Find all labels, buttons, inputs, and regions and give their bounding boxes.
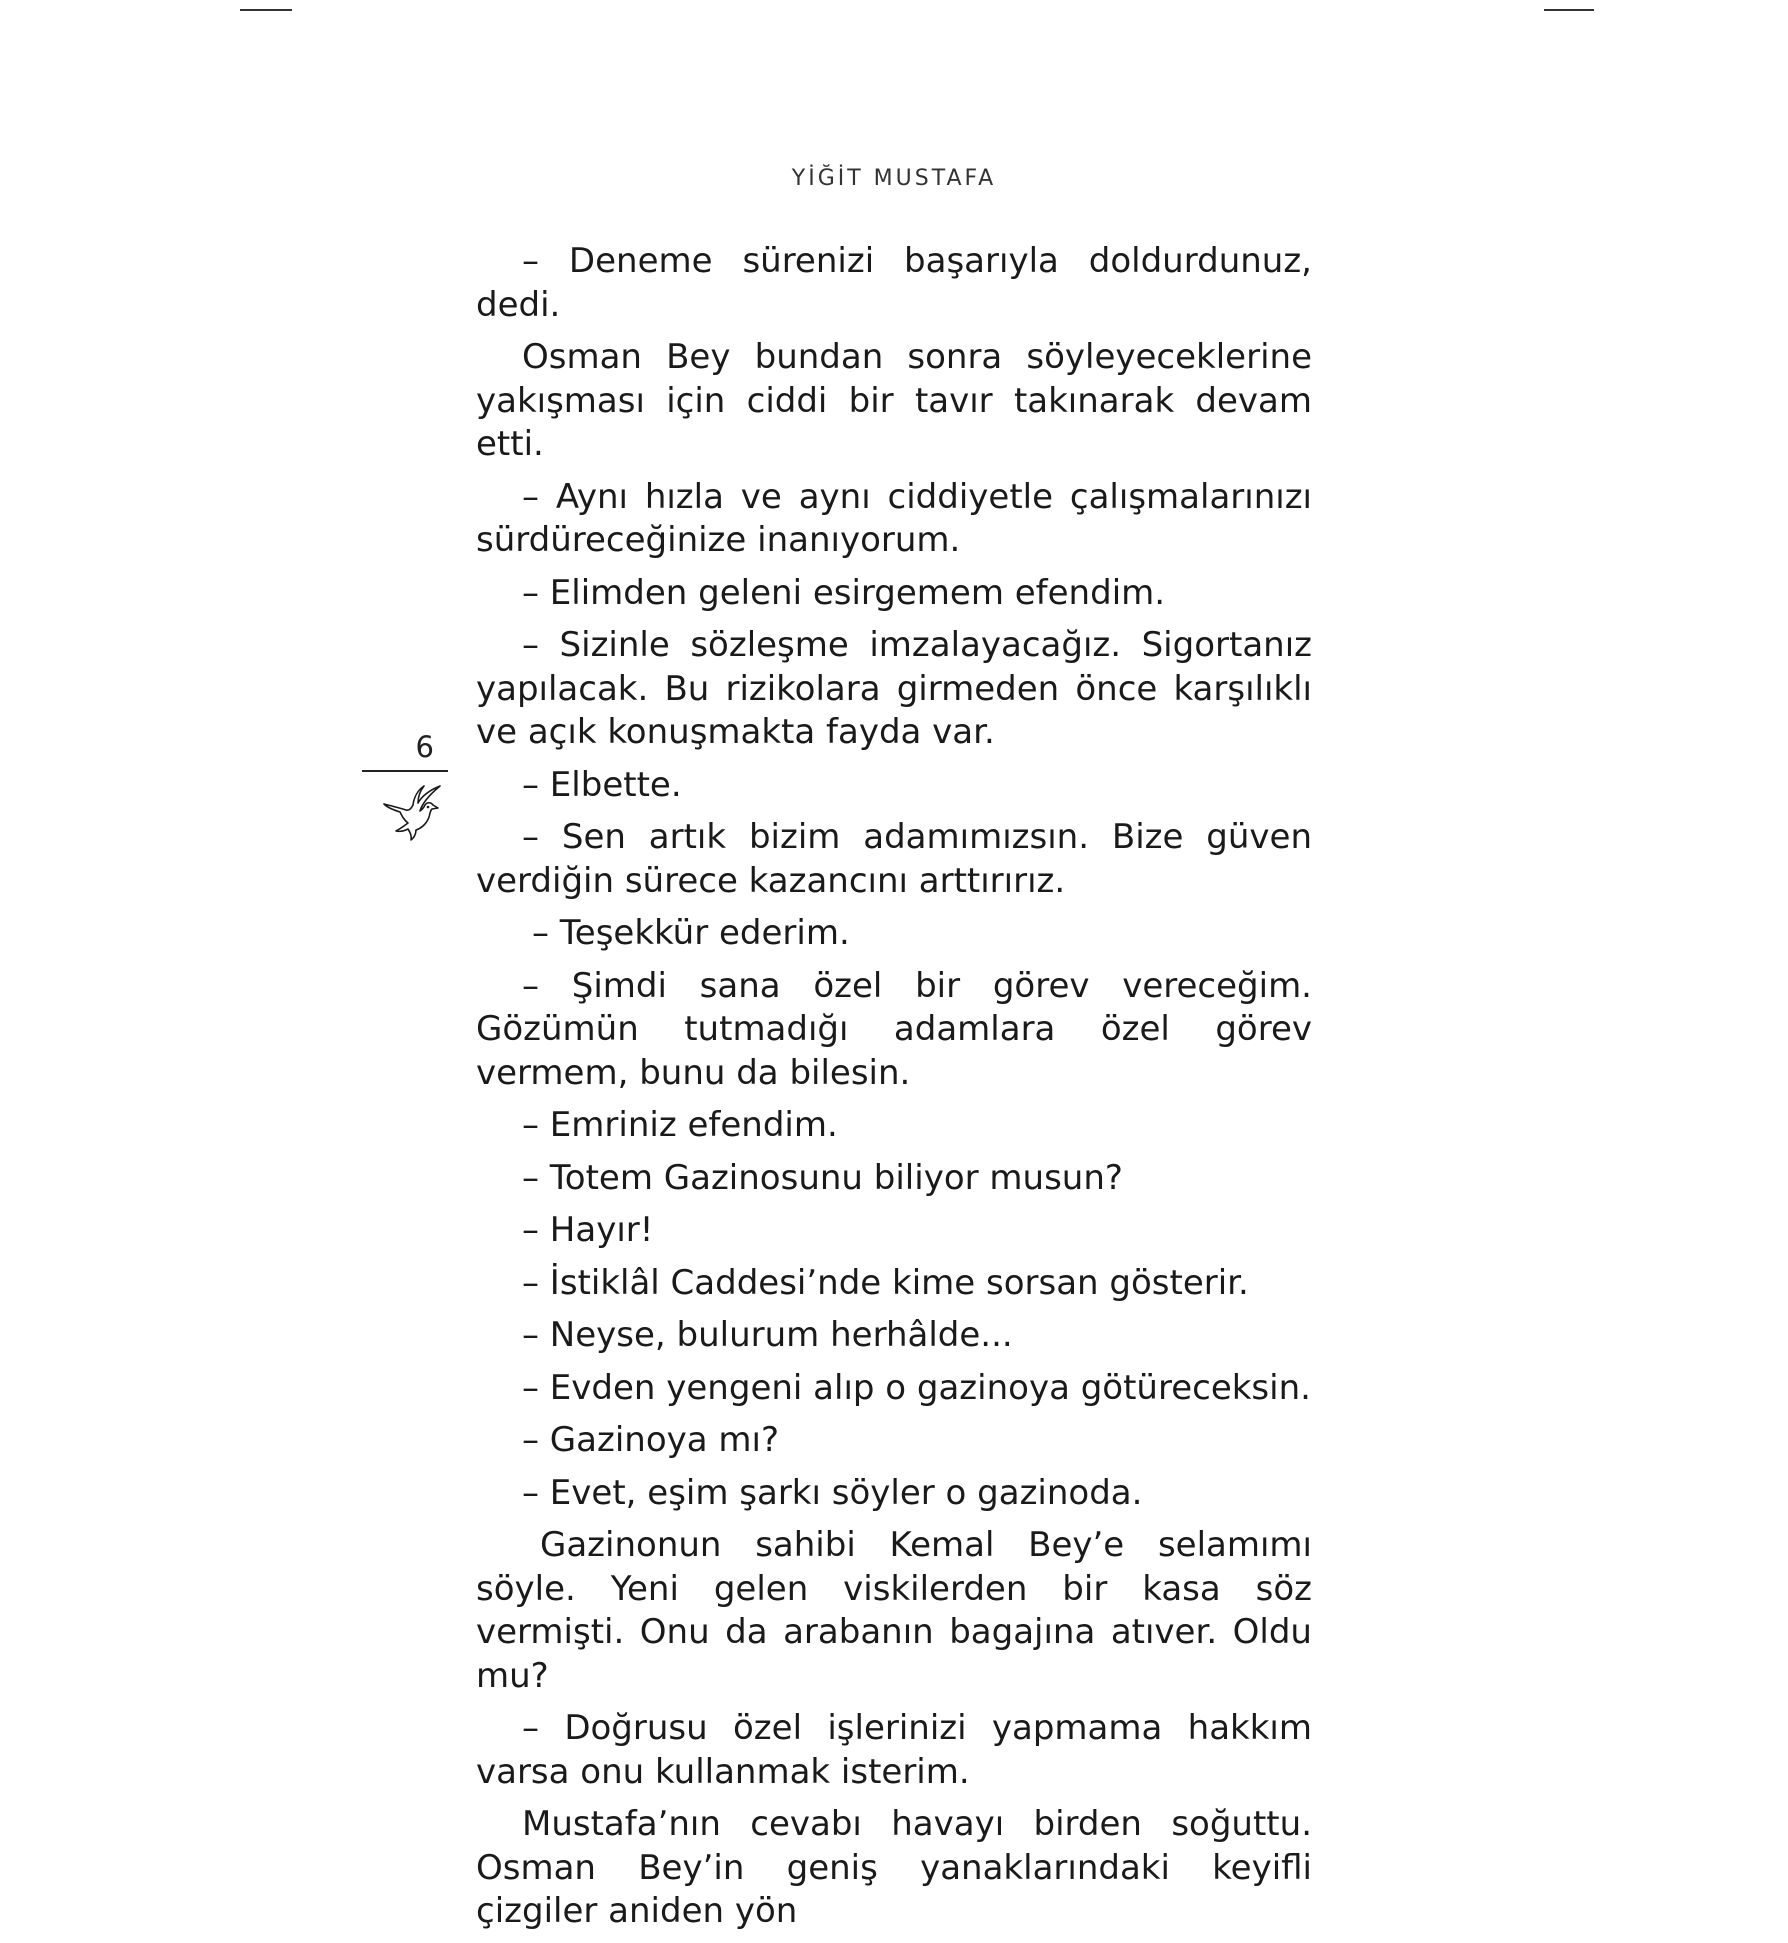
paragraph: – Totem Gazinosunu biliyor musun? xyxy=(522,1157,1123,1198)
crop-mark-right xyxy=(1544,9,1594,11)
folio-rule xyxy=(362,770,448,772)
crop-mark-left xyxy=(240,9,292,11)
paragraph: – Neyse, bulurum herhâlde... xyxy=(522,1315,1013,1355)
paragraph: – Elbette. xyxy=(522,764,682,805)
page-number: 6 xyxy=(415,730,434,764)
paragraph: – Sizinle sözleşme imzalayacağız. Sigortanız yapılacak. Bu rizikolara girmeden önce karşılıklı ve açık konuşmakta fayda var. xyxy=(476,625,1312,752)
paragraph: – Şimdi sana özel bir görev vereceğim. Gözümün tutmadığı adamlara özel görev vermem, bunu da bilesin. xyxy=(476,965,1312,1093)
paragraph: – Gazinoya mı? xyxy=(522,1420,780,1460)
paragraph: – Teşekkür ederim. xyxy=(532,913,850,953)
paragraph: Mustafa’nın cevabı havayı birden soğuttu. Osman Bey’in geniş yanaklarındaki keyifli çizgiler aniden yön xyxy=(476,1804,1312,1931)
paragraph: – Deneme sürenizi başarıyla doldurdunuz, dedi. xyxy=(476,241,1312,325)
paragraph: – Doğrusu özel işlerinizi yapmama hakkım varsa onu kullanmak isterim. xyxy=(476,1708,1312,1792)
paragraph: – İstiklâl Caddesi’nde kime sorsan gösterir. xyxy=(522,1262,1249,1303)
paragraph: Gazinonun sahibi Kemal Bey’e selamımı söyle. Yeni gelen viskilerden bir kasa söz vermişti. Onu da arabanın bagajına atıver. Oldu mu? xyxy=(476,1525,1312,1696)
paragraph: – Sen artık bizim adamımızsın. Bize güven verdiğin sürece kazancını arttırırız. xyxy=(476,817,1312,901)
paragraph: – Evden yengeni alıp o gazinoya götüreceksin. xyxy=(522,1367,1311,1408)
body-text xyxy=(476,240,1312,1943)
paragraph: – Evet, eşim şarkı söyler o gazinoda. xyxy=(522,1472,1143,1513)
running-title: YİĞİT MUSTAFA xyxy=(791,166,997,191)
paragraph: – Hayır! xyxy=(522,1210,654,1250)
dove-icon xyxy=(378,782,444,848)
paragraph: – Elimden geleni esirgemem efendim. xyxy=(522,572,1166,613)
paragraph: – Emriniz efendim. xyxy=(522,1105,838,1145)
paragraph: Osman Bey bundan sonra söyleyeceklerine yakışması için ciddi bir tavır takınarak devam etti. xyxy=(476,337,1312,464)
paragraph: – Aynı hızla ve aynı ciddiyetle çalışmalarınızı sürdüreceğinize inanıyorum. xyxy=(476,476,1312,560)
page-folio xyxy=(362,730,448,772)
